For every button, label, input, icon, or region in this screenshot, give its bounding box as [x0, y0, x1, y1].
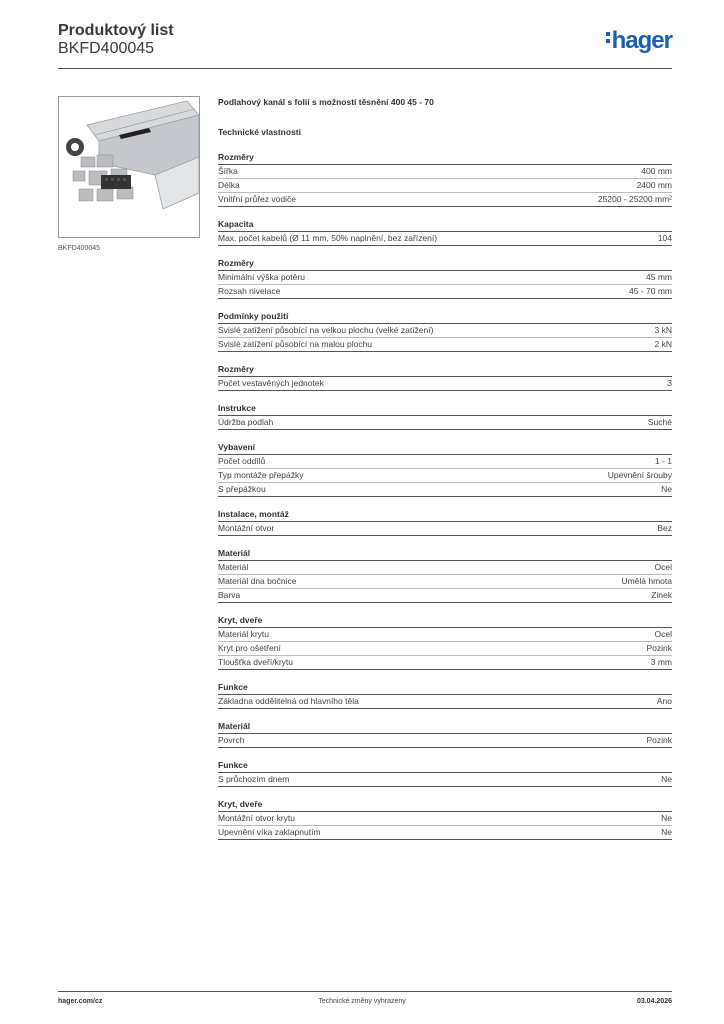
spec-group-title: Funkce	[218, 760, 672, 773]
spec-label: Počet oddílů	[218, 456, 266, 466]
spec-label: Rozsah nivelace	[218, 286, 281, 296]
spec-row	[218, 642, 672, 656]
spec-row	[218, 522, 672, 536]
page-title: Produktový list	[58, 22, 174, 39]
spec-label: Počet vestavěných jednotek	[218, 378, 324, 388]
footer-disclaimer: Technické změny vyhrazeny	[318, 998, 406, 1005]
product-name: Podlahový kanál s folií s možností těsnění 400 45 - 70	[218, 97, 434, 107]
spec-groups	[218, 152, 672, 840]
spec-label: Délka	[218, 180, 240, 190]
spec-label: Kryt pro ošetření	[218, 643, 281, 653]
spec-label: Max. počet kabelů (Ø 11 mm, 50% naplnění, bez zařízení)	[218, 233, 438, 243]
spec-row	[218, 377, 672, 391]
spec-row	[218, 773, 672, 787]
spec-row	[218, 812, 672, 826]
spec-row	[218, 455, 672, 469]
spec-group-title: Rozměry	[218, 152, 672, 165]
spec-label: Materiál dna bočnice	[218, 576, 297, 586]
page-header	[58, 22, 174, 58]
spec-label: Montážní otvor krytu	[218, 813, 296, 823]
footer-divider	[58, 991, 672, 992]
spec-value: 3 kN	[654, 325, 672, 335]
spec-value: Upevnění šrouby	[607, 470, 672, 480]
footer-website-link[interactable]: hager.com/cz	[58, 998, 103, 1005]
spec-group	[218, 548, 672, 603]
spec-value: 3	[667, 378, 672, 388]
spec-group	[218, 721, 672, 748]
spec-group-title: Materiál	[218, 548, 672, 561]
footer-date: 03.04.2026	[636, 998, 672, 1005]
logo-dots-icon	[606, 29, 611, 46]
hager-logo[interactable]	[606, 27, 672, 55]
floor-channel-illustration	[59, 97, 199, 237]
spec-label: Povrch	[218, 735, 245, 745]
image-caption: BKFD400045	[58, 245, 101, 252]
spec-row	[218, 338, 672, 352]
spec-value: 45 mm	[646, 272, 672, 282]
spec-group-title: Kapacita	[218, 219, 672, 232]
spec-row	[218, 193, 672, 207]
spec-group	[218, 364, 672, 391]
spec-label: S přepážkou	[218, 484, 266, 494]
spec-value: Ocel	[654, 629, 672, 639]
spec-row	[218, 285, 672, 299]
spec-group	[218, 442, 672, 497]
spec-value: Ne	[661, 484, 672, 494]
spec-value: Suché	[647, 417, 672, 427]
spec-label: Minimální výška potěru	[218, 272, 305, 282]
spec-value: Pozink	[646, 735, 672, 745]
spec-row	[218, 232, 672, 246]
spec-group	[218, 403, 672, 430]
spec-row	[218, 575, 672, 589]
spec-value: 104	[657, 233, 672, 243]
spec-row	[218, 826, 672, 840]
spec-label: Upevnění víka zaklapnutím	[218, 827, 321, 837]
spec-row	[218, 656, 672, 670]
spec-label: Základna oddělitelná od hlavního těla	[218, 696, 359, 706]
spec-row	[218, 695, 672, 709]
spec-group	[218, 509, 672, 536]
header-divider	[58, 68, 672, 69]
spec-group	[218, 258, 672, 299]
spec-label: Vnitřní průřez vodiče	[218, 194, 296, 204]
spec-label: Typ montáže přepážky	[218, 470, 304, 480]
spec-group	[218, 615, 672, 670]
spec-value: 3 mm	[650, 657, 672, 667]
spec-value: Bez	[657, 523, 672, 533]
spec-label: Tloušťka dveří/krytu	[218, 657, 293, 667]
spec-value: Zinek	[651, 590, 672, 600]
spec-content	[218, 97, 672, 852]
spec-value: 2 kN	[654, 339, 672, 349]
spec-group-title: Kryt, dveře	[218, 799, 672, 812]
spec-row	[218, 165, 672, 179]
spec-value: 1 - 1	[654, 456, 672, 466]
spec-group	[218, 311, 672, 352]
spec-group-title: Rozměry	[218, 258, 672, 271]
logo-text: hager	[611, 27, 672, 54]
spec-row	[218, 561, 672, 575]
spec-label: S průchozím dnem	[218, 774, 290, 784]
spec-label: Materiál	[218, 562, 249, 572]
spec-group	[218, 219, 672, 246]
spec-value: Umělá hmota	[621, 576, 672, 586]
spec-label: Údržba podlah	[218, 417, 274, 427]
spec-group-title: Instalace, montáž	[218, 509, 672, 522]
spec-row	[218, 271, 672, 285]
spec-group-title: Materiál	[218, 721, 672, 734]
spec-value: Ocel	[654, 562, 672, 572]
spec-group-title: Kryt, dveře	[218, 615, 672, 628]
spec-group	[218, 760, 672, 787]
product-image	[58, 96, 200, 238]
product-code: BKFD400045	[58, 40, 155, 57]
spec-label: Barva	[218, 590, 241, 600]
spec-group-title: Rozměry	[218, 364, 672, 377]
spec-group-title: Vybavení	[218, 442, 672, 455]
spec-value: 2400 mm	[636, 180, 672, 190]
spec-group-title: Instrukce	[218, 403, 672, 416]
spec-row	[218, 589, 672, 603]
spec-group-title: Podmínky použití	[218, 311, 672, 324]
spec-row	[218, 416, 672, 430]
spec-group-title: Funkce	[218, 682, 672, 695]
spec-label: Šířka	[218, 166, 238, 176]
spec-value: Ne	[661, 827, 672, 837]
spec-row	[218, 324, 672, 338]
spec-label: Svislé zatížení působící na malou plochu	[218, 339, 373, 349]
spec-row	[218, 734, 672, 748]
spec-label: Materiál krytu	[218, 629, 270, 639]
spec-value: 400 mm	[641, 166, 672, 176]
spec-value: 25200 - 25200 mm²	[597, 194, 672, 204]
spec-row	[218, 483, 672, 497]
spec-row	[218, 469, 672, 483]
tech-section-title: Technické vlastnosti	[218, 127, 301, 137]
spec-group	[218, 799, 672, 840]
spec-row	[218, 179, 672, 193]
spec-label: Montážní otvor	[218, 523, 275, 533]
spec-value: 45 - 70 mm	[629, 286, 672, 296]
spec-value: Ne	[661, 813, 672, 823]
spec-label: Svislé zatížení působící na velkou plochu (velké zatížení)	[218, 325, 434, 335]
spec-row	[218, 628, 672, 642]
spec-group	[218, 682, 672, 709]
spec-value: Pozink	[646, 643, 672, 653]
spec-value: Ne	[661, 774, 672, 784]
spec-group	[218, 152, 672, 207]
spec-value: Ano	[656, 696, 672, 706]
